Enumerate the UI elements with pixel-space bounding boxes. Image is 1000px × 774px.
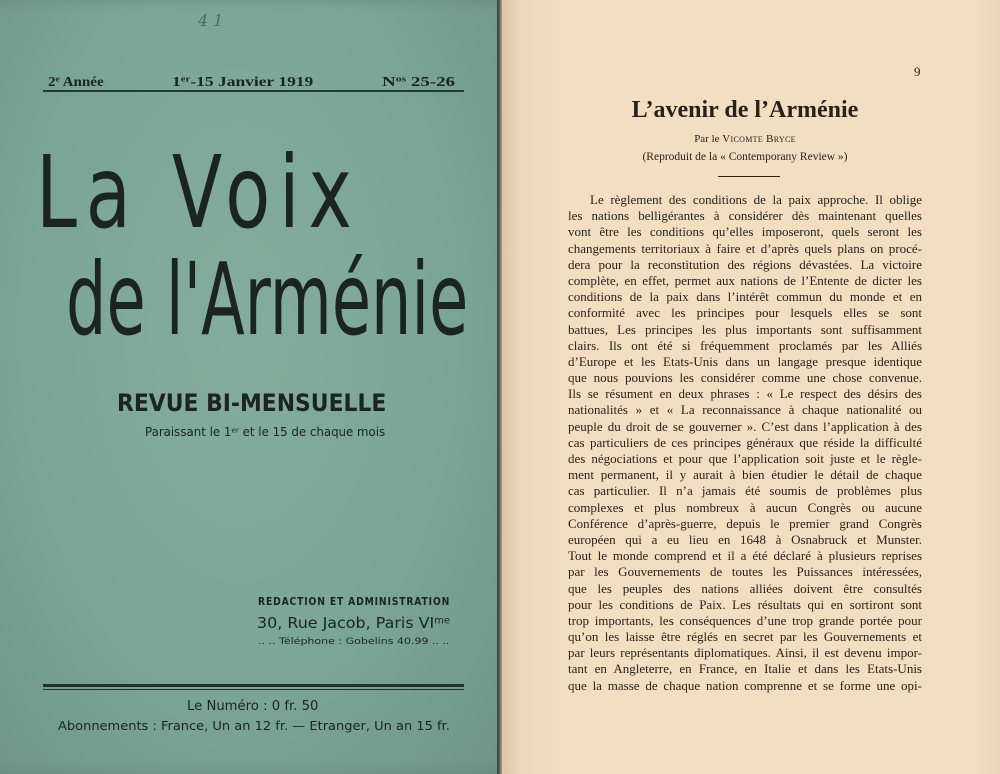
title-separator-rule: [718, 176, 780, 177]
article-text-line: complète, en effet, permet aux nations de l’Entente de dicter les: [568, 272, 922, 288]
article-text-line: vont être les conditions qu’elles imposeront, quels seront les: [568, 224, 922, 240]
magazine-cover: [0, 0, 498, 774]
article-text-line: cas particulier. Il n’a jamais été soumis de problèmes plus: [568, 483, 922, 499]
frequency-text-end: et le 15 de chaque mois: [238, 425, 386, 439]
cover-title-line-1: La Voix: [36, 134, 361, 251]
page-number: 9: [914, 64, 921, 79]
source-note: (Reproduit de la « Contemporany Review »): [642, 151, 848, 163]
article-text-line: changements territoriaux à faire et d’après quels plans on procé-: [568, 240, 922, 256]
issue-date-day: 1: [172, 75, 181, 90]
article-title: L’avenir de l’Arménie: [631, 97, 859, 123]
article-text-line: Le règlement des conditions de la paix approche. Il oblige: [590, 192, 922, 207]
office-address: [257, 614, 450, 632]
article-text-line: par leurs représentants diplomatiques. Ainsi, il est devenu impor-: [568, 645, 922, 661]
issue-number-values: 25-26: [410, 75, 456, 90]
article-page: [502, 0, 1000, 774]
article-text-line: Tout le monde comprend et il a été déclaré à plusieurs reprises: [568, 548, 922, 564]
year-word: Année: [62, 75, 104, 90]
author-name: Vicomte Bryce: [722, 133, 796, 145]
header-rule: [43, 90, 464, 92]
frequency-text-start: Paraissant le 1: [145, 425, 232, 439]
office-heading: REDACTION ET ADMINISTRATION: [258, 595, 451, 608]
article-text-line: des négociations et pour que l’application soit juste et le règle-: [568, 451, 922, 466]
article-body: [568, 192, 922, 694]
byline-prefix: Par le: [694, 133, 720, 145]
article-text-line: Conférence d’après-guerre, depuis le premier grand Congrès: [568, 515, 922, 531]
issue-number-suffix: os: [395, 73, 407, 84]
footer-double-rule: [43, 684, 464, 690]
article-text-line: qu’on les laisse être réglés en secret par les Gouvernements et: [568, 629, 922, 645]
issue-number-prefix: N: [382, 75, 396, 90]
article-text-line: les nations belligérantes à considérer dès maintenant quelles: [568, 208, 922, 224]
cover-title-line-2: de l'Arménie: [66, 241, 469, 358]
article-text-line: par les Gouvernements de toutes les Puissances intéressées,: [568, 564, 922, 580]
frequency-suffix: er: [231, 425, 239, 435]
subscription-rates: Abonnements : France, Un an 12 fr. — Etranger, Un an 15 fr.: [58, 719, 450, 733]
article-text-line: nationalités » et « La reconnaissance à chaque nationalité ou: [568, 402, 922, 418]
article-text-line: pour les conditions de Paix. Les résultats qui en sortiront sont: [568, 596, 922, 612]
article-text-line: d’Europe et les Etats-Unis dans un langage presque identique: [568, 353, 922, 369]
article-text-line: que nous pouvions les considérer comme une chose convenue.: [568, 370, 922, 386]
byline: [568, 133, 922, 146]
article-text-line: conformité avec les principes pour lesquels elles se sont: [568, 305, 922, 321]
article-text-line: peuple du droit de se gouverner ». C’est dans l’application à des: [568, 418, 922, 434]
article-text-line: complexes et plus nombreux à aucun Congrès ou aucune: [568, 499, 922, 515]
article-text-line: que les peuples des nations alliées doivent être consultés: [568, 580, 922, 596]
article-text-line: clairs. Ils ont été si fréquemment proclamés par les Alliés: [568, 337, 922, 353]
article-text-line: tant en Angleterre, en France, en Italie et dans les Etats-Unis: [568, 661, 922, 677]
year-label: [48, 75, 104, 91]
office-address-text: 30, Rue Jacob, Paris VI: [257, 614, 435, 632]
article-text-line: ment permanent, il y aurait à bien étudier le détail de chaque: [568, 467, 922, 483]
cover-subtitle: REVUE BI-MENSUELLE: [117, 389, 387, 417]
publication-frequency: [145, 425, 385, 439]
year-number: 2: [48, 75, 56, 90]
issue-price: Le Numéro : 0 fr. 50: [187, 699, 319, 714]
article-text-line: que la masse de chaque nation comprenne et se forme une opi-: [568, 677, 922, 693]
office-telephone: .. .. Téléphone : Gobelins 40.99 .. ..: [258, 637, 450, 647]
issue-date-suffix: er: [180, 73, 191, 84]
issue-number: [382, 75, 455, 91]
article-text-line: conditions de la paix dans l’intérêt commun du monde et en: [568, 289, 922, 305]
article-text-line: battues, Les principes les plus importants sont suffisamment: [568, 321, 922, 337]
issue-date: [172, 75, 313, 91]
article-text-line: dera pour la reconstitution des régions dévastées. La victoire: [568, 256, 922, 272]
issue-date-rest: -15 Janvier 1919: [190, 75, 314, 90]
article-text-line: européen qui a eu lieu en 1648 à Osnabruck et Munster.: [568, 531, 922, 547]
year-suffix: e: [55, 73, 60, 84]
handwritten-pencil-mark: 41: [198, 11, 229, 30]
article-text-line: cas particuliers de ces principes généraux que réside la difficulté: [568, 434, 922, 450]
article-text-line: Ils se résument en deux phrases : « Le respect des désirs des: [568, 386, 922, 402]
article-text-line: trop importants, les conséquences d’une trop grande portée pour: [568, 612, 922, 628]
office-address-suffix: me: [434, 615, 450, 627]
